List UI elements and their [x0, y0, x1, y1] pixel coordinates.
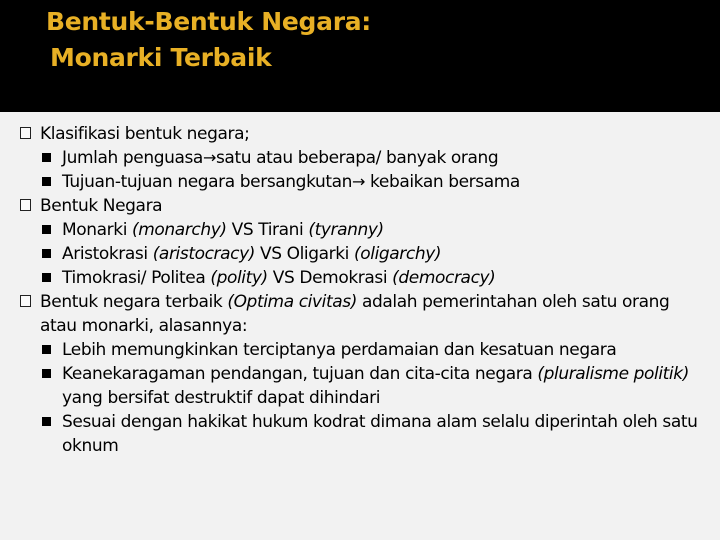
bullet-text: adalah pemerintahan oleh satu orang atau monarki, alasannya: [40, 292, 670, 336]
bullet-text: Klasifikasi bentuk negara; [40, 124, 250, 144]
filled-square-icon [42, 249, 51, 258]
sub-bullet-jumlah-penguasa [0, 146, 702, 170]
arrow-right-icon: → [202, 148, 216, 167]
bullet-list [0, 122, 720, 458]
title-bar [0, 0, 720, 112]
sub-bullet-text: Aristokrasi [62, 244, 153, 264]
sub-bullet-italic: (monarchy) [132, 220, 227, 240]
sub-bullet-monarki [0, 218, 702, 242]
filled-square-icon [42, 369, 51, 378]
sub-bullet-text: VS Tirani [226, 220, 309, 240]
bullet-italic: (Optima civitas) [227, 292, 357, 312]
sub-bullet-text: Sesuai dengan hakikat hukum kodrat dimana alam selalu diperintah oleh satu oknum [62, 412, 698, 456]
empty-square-icon [20, 127, 31, 139]
sub-bullet-keanekaragaman [0, 362, 702, 410]
empty-square-icon [20, 199, 31, 211]
filled-square-icon [42, 273, 51, 282]
sub-bullet-text: yang bersifat destruktif dapat dihindari [62, 388, 381, 408]
filled-square-icon [42, 417, 51, 426]
content-panel [0, 112, 720, 540]
sub-bullet-text: Keanekaragaman pendangan, tujuan dan cita-cita negara [62, 364, 538, 384]
slide-title [46, 4, 371, 76]
filled-square-icon [42, 345, 51, 354]
sub-bullet-text: satu atau beberapa/ banyak orang [215, 148, 499, 168]
sub-bullet-italic: (aristocracy) [152, 244, 255, 264]
sub-bullet-text: Lebih memungkinkan terciptanya perdamaian dan kesatuan negara [62, 340, 617, 360]
sub-bullet-text: Monarki [62, 220, 133, 240]
bullet-item-klasifikasi [0, 122, 680, 146]
bullet-item-negara-terbaik [0, 290, 680, 338]
slide-title-line1: Bentuk-Bentuk Negara: [46, 7, 371, 36]
arrow-right-icon: → [352, 172, 366, 191]
sub-bullet-perdamaian [0, 338, 702, 362]
sub-bullet-italic: (oligarchy) [354, 244, 442, 264]
sub-bullet-hukum-kodrat [0, 410, 702, 458]
sub-bullet-text: VS Demokrasi [267, 268, 393, 288]
bullet-text: Bentuk negara terbaik [40, 292, 228, 312]
filled-square-icon [42, 225, 51, 234]
bullet-item-bentuk-negara [0, 194, 680, 218]
sub-bullet-aristokrasi [0, 242, 702, 266]
empty-square-icon [20, 295, 31, 307]
content-area [0, 112, 720, 540]
sub-bullet-italic: (democracy) [392, 268, 496, 288]
sub-bullet-timokrasi [0, 266, 702, 290]
sub-bullet-text: Tujuan-tujuan negara bersangkutan [62, 172, 353, 192]
sub-bullet-tujuan-negara [0, 170, 702, 194]
slide-title-line2: Monarki Terbaik [50, 43, 272, 72]
sub-bullet-italic: (polity) [210, 268, 268, 288]
sub-bullet-italic: (tyranny) [308, 220, 384, 240]
sub-bullet-italic: (pluralisme politik) [537, 364, 689, 384]
sub-bullet-text: Jumlah penguasa [62, 148, 203, 168]
sub-bullet-text: VS Oligarki [254, 244, 355, 264]
filled-square-icon [42, 153, 51, 162]
filled-square-icon [42, 177, 51, 186]
sub-bullet-text: Timokrasi/ Politea [62, 268, 211, 288]
sub-bullet-text: kebaikan bersama [365, 172, 520, 192]
bullet-text: Bentuk Negara [40, 196, 163, 216]
